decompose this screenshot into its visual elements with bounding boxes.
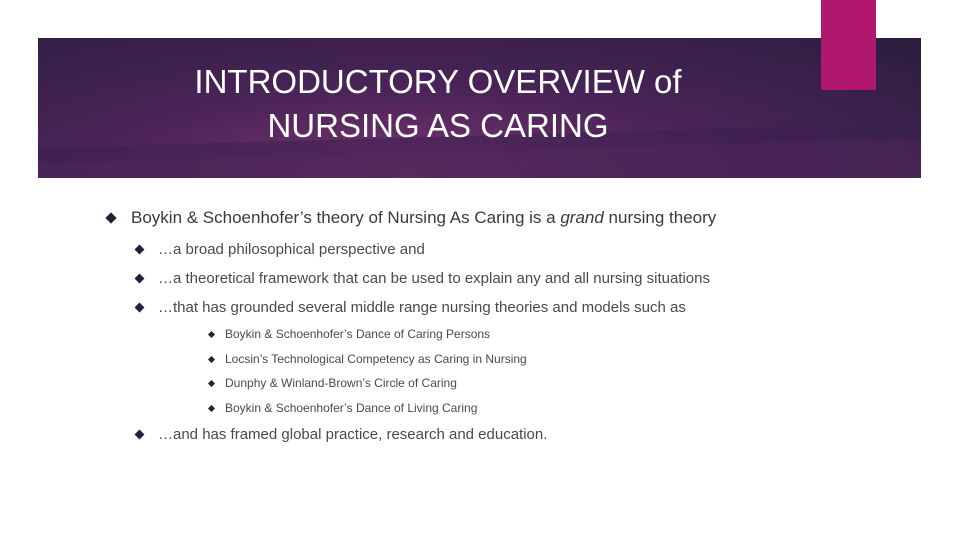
example-bullet — [207, 327, 490, 341]
title-line-1: INTRODUCTORY OVERVIEW of — [194, 63, 682, 100]
sub-bullet-text: …a broad philosophical perspective and — [158, 241, 425, 258]
example-bullet-text: Locsin’s Technological Competency as Caring in Nursing — [225, 352, 527, 366]
main-bullet — [104, 208, 716, 228]
slide-title — [38, 60, 838, 148]
title-line-2: NURSING AS CARING — [267, 107, 609, 144]
diamond-bullet-icon — [208, 379, 215, 386]
example-bullet — [207, 401, 477, 415]
sub-bullet — [134, 426, 547, 443]
sub-bullet — [134, 270, 710, 287]
example-bullet — [207, 352, 527, 366]
diamond-bullet-icon — [135, 303, 145, 313]
diamond-bullet-icon — [135, 274, 145, 284]
main-bullet-emphasis: grand — [560, 208, 604, 227]
diamond-bullet-icon — [208, 330, 215, 337]
sub-bullet-text: …and has framed global practice, research and education. — [158, 426, 548, 443]
example-bullet-text: Boykin & Schoenhofer’s Dance of Living Caring — [225, 401, 478, 415]
main-bullet-text-a: Boykin & Schoenhofer’s theory of Nursing As Caring is a — [131, 208, 561, 227]
diamond-bullet-icon — [135, 430, 145, 440]
diamond-bullet-icon — [208, 404, 215, 411]
sub-bullet — [134, 241, 425, 258]
sub-bullet-text: …a theoretical framework that can be used to explain any and all nursing situations — [158, 270, 710, 287]
sub-bullet — [134, 299, 686, 316]
example-bullet-text: Boykin & Schoenhofer’s Dance of Caring Persons — [225, 327, 491, 341]
diamond-bullet-icon — [135, 245, 145, 255]
main-bullet-text — [131, 208, 716, 228]
main-bullet-text-b: nursing theory — [603, 208, 717, 227]
example-bullet — [207, 376, 457, 390]
example-bullet-text: Dunphy & Winland-Brown’s Circle of Caring — [225, 376, 457, 390]
diamond-bullet-icon — [208, 355, 215, 362]
sub-bullet-text: …that has grounded several middle range nursing theories and models such as — [158, 299, 686, 316]
diamond-bullet-icon — [105, 212, 116, 223]
